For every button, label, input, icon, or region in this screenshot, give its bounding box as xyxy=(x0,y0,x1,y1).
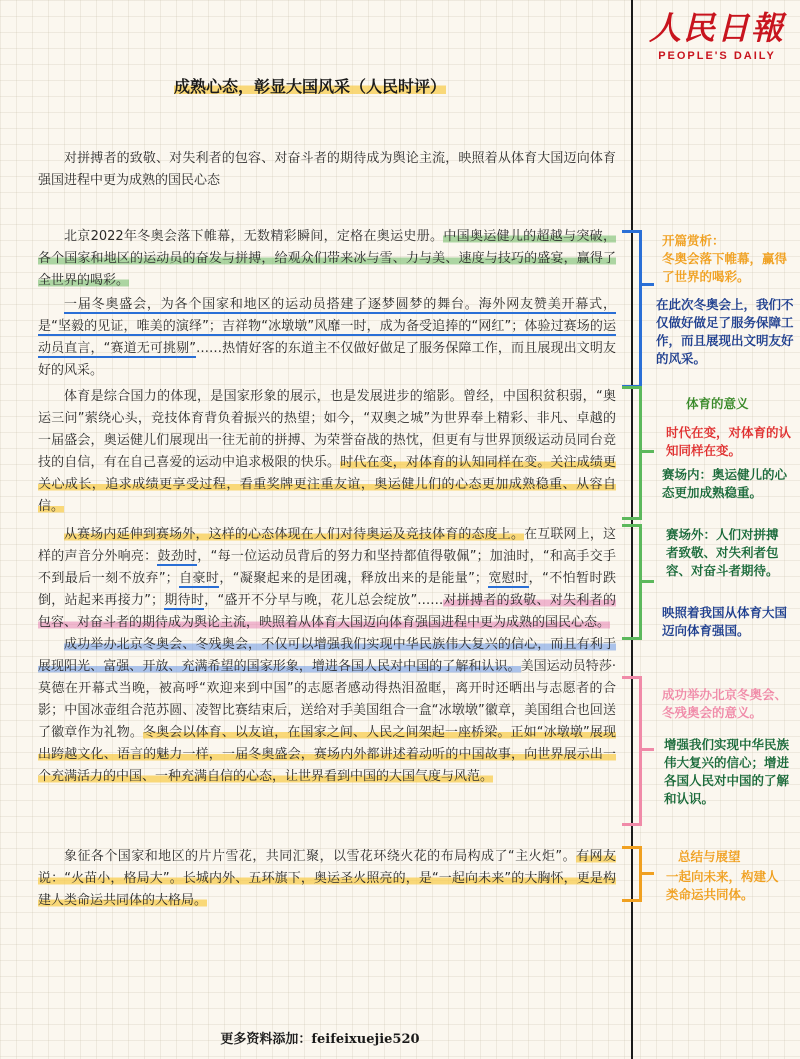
note-outside-field: 赛场外：人们对拼搏者致敬、对失利者包容、对奋斗者期待。 xyxy=(666,527,779,578)
paragraph-2: 一届冬奥盛会，为各个国家和地区的运动员搭建了逐梦圆梦的舞台。海外网友赞美开幕式，是“坚毅的见证，唯美的演绎”；吉祥物“冰墩墩”风靡一时，成为备受追捧的“网红”；体验过赛场的运动员直言，“赛道无可挑剔”……热情好客的东道主不仅做好做足了服务保障工作，而且展现出文明友好的风采。 xyxy=(38,297,616,378)
note-significance-body: 增强我们实现中华民族伟大复兴的信心；增进各国人民对中国的了解和认识。 xyxy=(664,737,790,806)
logo-english: PEOPLE'S DAILY xyxy=(658,50,776,62)
bracket-tick-outside-field xyxy=(642,580,654,583)
note-significance-title: 成功举办北京冬奥会、冬残奥会的意义。 xyxy=(662,687,788,720)
bracket-tick-opening xyxy=(642,283,654,286)
paragraph-5: 成功举办北京冬奥会、冬残奥会，不仅可以增强我们实现中华民族伟大复兴的信心，而且有利于展现阳光、富强、开放、充满希望的国家形象，增进各国人民对中国的了解和认识。美国运动员特莎·莫德在开幕式当晚，被高呼“欢迎来到中国”的志愿者感动得热泪盈眶，离开时还晒出与志愿者的合影；中国冰壶组合范苏圆、凌智比赛结束后，送给对手美国组合一盒“冰墩墩”徽章，美国组合也回送了徽章作为礼物。冬奥会以体育、以友谊，在国家之间、人民之间架起一座桥梁。正如“冰墩墩”展现出跨越文化、语言的魅力一样，一届冬奥盛会，赛场内外都讲述着动听的中国故事，向世界展示出一个充满活力的中国、一种充满自信的心态，让世界看到中国的大国气度与风范。 xyxy=(38,637,616,784)
logo-chinese: 人民日報 xyxy=(648,9,785,47)
lead-paragraph: 对拼搏者的致敬、对失利者的包容、对奋斗者的期待成为舆论主流，映照着从体育大国迈向体育强国进程中更为成熟的国民心态 xyxy=(38,151,616,188)
note-opening-title: 开篇赏析： xyxy=(662,233,725,248)
paragraph-1: 北京2022年冬奥会落下帷幕，无数精彩瞬间，定格在奥运史册。中国奥运健儿的超越与突破，各个国家和地区的运动员的奋发与拼搏，给观众们带来冰与雪、力与美、速度与技巧的盛宴，赢得了全世界的喝彩。 xyxy=(38,229,616,288)
bracket-summary xyxy=(622,846,642,902)
paragraph-3: 体育是综合国力的体现，是国家形象的展示，也是发展进步的缩影。曾经，中国积贫积弱，“奥运三问”萦绕心头，竞技体育背负着振兴的热望；如今，“双奥之城”为世界奉上精彩、非凡、卓越的一届盛会，奥运健儿们展现出一往无前的拼搏、为荣誉奋战的热忱，但更有与世界顶级运动员同台竞技的自信，有在自己喜爱的运动中追求极限的快乐。时代在变，对体育的认知同样在变。关注成绩更关心成长，追求成绩更享受过程，看重奖牌更注重友谊，奥运健儿们的心态更加成熟稳重、从容自信。 xyxy=(38,389,616,514)
bracket-tick-significance xyxy=(642,748,654,751)
paragraph-6: 象征各个国家和地区的片片雪花，共同汇聚，以雪花环绕火花的布局构成了“主火炬”。有网友说：“火苗小，格局大”。长城内外、五环旗下，奥运圣火照亮的，是“一起向未来”的大胸怀，更是构建人类命运共同体的大格局。 xyxy=(38,849,616,908)
note-opening-body: 冬奥会落下帷幕，赢得了世界的喝彩。 xyxy=(662,251,788,284)
footer-contact: 更多资料添加：feifeixuejie520 xyxy=(220,1032,420,1047)
note-opening xyxy=(662,232,792,286)
peoples-daily-logo xyxy=(642,8,792,62)
note-summary-body: 一起向未来，构建人类命运共同体。 xyxy=(666,869,779,902)
note-sport-meaning-inside: 赛场内：奥运健儿的心态更加成熟稳重。 xyxy=(662,467,788,500)
note-sport-meaning-change: 时代在变，对体育的认知同样在变。 xyxy=(666,425,792,458)
article-title: 成熟心态，彰显大国风采（人民时评） xyxy=(173,77,446,96)
note-reflection: 映照着我国从体育大国迈向体育强国。 xyxy=(662,605,788,638)
note-summary-title: 总结与展望 xyxy=(678,849,741,864)
bracket-tick-summary xyxy=(642,872,654,875)
bracket-significance xyxy=(622,676,642,826)
bracket-sport-meaning xyxy=(622,386,642,520)
note-opening-extra: 在此次冬奥会上，我们不仅做好做足了服务保障工作，而且展现出文明友好的风采。 xyxy=(656,297,794,366)
paragraph-4: 从赛场内延伸到赛场外，这样的心态体现在人们对待奥运及竞技体育的态度上。在互联网上，这样的声音分外响亮：鼓劲时，“每一位运动员背后的努力和坚持都值得敬佩”；加油时，“和高手交手不到最后一刻不放弃”；自豪时，“凝聚起来的是团魂，释放出来的是能量”；宽慰时，“不怕暂时跌倒，站起来再接力”；期待时，“盛开不分早与晚，花儿总会绽放”……对拼搏者的致敬、对失利者的包容、对奋斗者的期待成为舆论主流，映照着从体育大国迈向体育强国进程中更为成熟的国民心态。 xyxy=(38,527,616,630)
note-sport-meaning-title: 体育的意义 xyxy=(686,396,749,411)
bracket-opening xyxy=(622,230,642,388)
bracket-tick-sport-meaning xyxy=(642,450,654,453)
bracket-outside-field xyxy=(622,524,642,640)
